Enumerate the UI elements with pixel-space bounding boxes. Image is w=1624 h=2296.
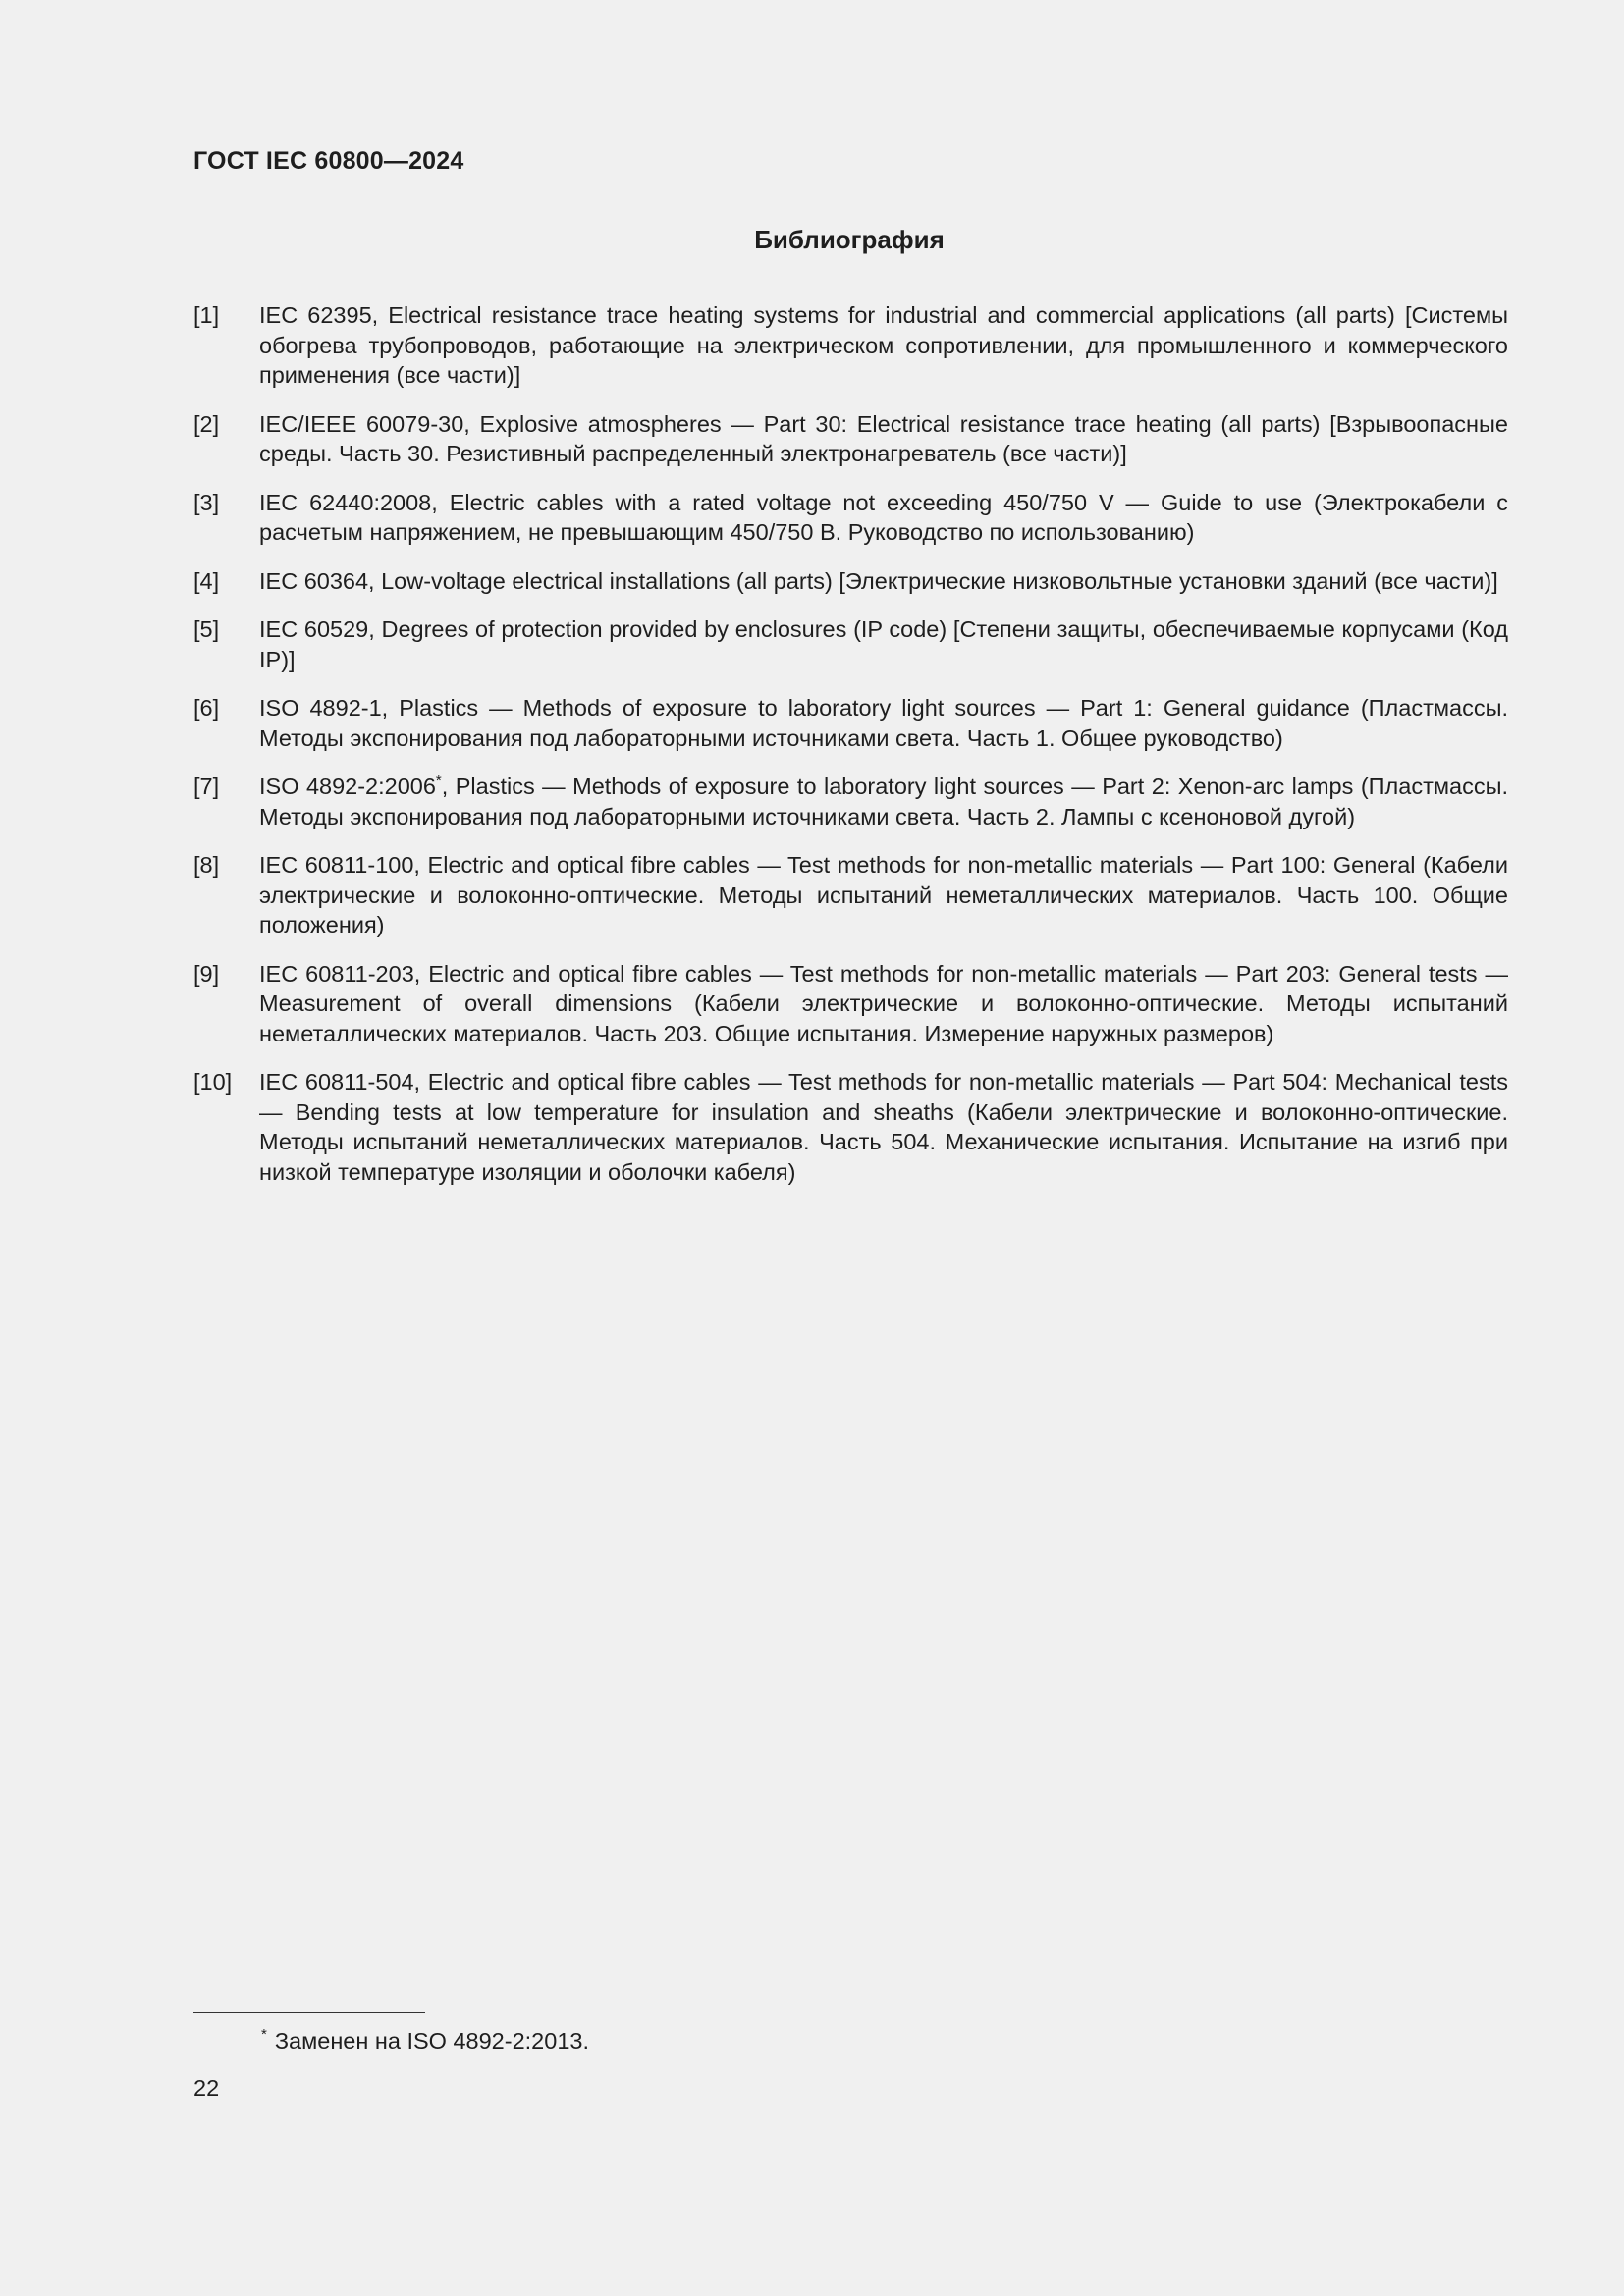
footnote-text: Заменен на ISO 4892-2:2013.: [274, 2028, 589, 2054]
entry-text: IEC 60811-100, Electric and optical fibre cables — Test methods for non-metallic materials — Part 100: General (Кабели электрические и волоконно-оптические. Методы испытаний неметаллических материалов. Часть 100. Общие положения): [259, 852, 1508, 937]
entry-text: IEC 60811-504, Electric and optical fibre cables — Test methods for non-metallic materials — Part 504: Mechanical tests — Bending tests at low temperature for insulation and sheaths (Кабели электрические и волоконно-оптические. Методы испытаний неметаллических материалов. Часть 504. Механические испытания. Испытание на изгиб при низкой температуре изоляции и оболочки кабеля): [259, 1069, 1508, 1185]
bibliography-entry: [193, 850, 1508, 940]
bibliography-entry: [193, 566, 1508, 597]
document-header: ГОСТ IEC 60800—2024: [193, 147, 464, 175]
entry-text: IEC 60364, Low-voltage electrical installations (all parts) [Электрические низковольтные установки зданий (все части)]: [259, 567, 1498, 594]
entry-text: IEC/IEEE 60079-30, Explosive atmospheres — Part 30: Electrical resistance trace heating (all parts) [Взрывоопасные среды. Часть 30. Резистивный распределенный электронагреватель (все части)]: [259, 410, 1508, 466]
entry-number: [2]: [193, 410, 220, 437]
entry-number: [3]: [193, 489, 220, 515]
footnote-divider: [193, 2012, 425, 2013]
entry-text: IEC 60529, Degrees of protection provided by enclosures (IP code) [Степени защиты, обеспечиваемые корпусами (Код IP)]: [259, 616, 1508, 672]
entry-number: [9]: [193, 960, 220, 987]
footnote: [261, 2026, 589, 2056]
entry-number: [7]: [193, 774, 220, 799]
entry-number: [4]: [193, 567, 220, 594]
page-number: 22: [193, 2075, 220, 2101]
entry-number: [6]: [193, 695, 220, 721]
entry-number: [1]: [193, 302, 220, 328]
bibliography-entry: [193, 300, 1508, 391]
bibliography-entry: [193, 1067, 1508, 1187]
bibliography-entry: [193, 959, 1508, 1049]
entry-number: [10]: [193, 1069, 233, 1095]
bibliography-entry: [193, 614, 1508, 674]
bibliography-entry: [193, 772, 1508, 831]
entry-text-rest: , Plastics — Methods of exposure to laboratory light sources — Part 2: Xenon-arc lamps (Пластмассы. Методы экспонирования под лабораторными источниками света. Часть 2. Лампы с ксеноновой дугой): [259, 774, 1508, 829]
entry-number: [8]: [193, 852, 220, 878]
bibliography-entry: [193, 488, 1508, 548]
footnote-mark: *: [261, 2026, 267, 2043]
section-title: Библиография: [754, 225, 945, 254]
entry-text: IEC 60811-203, Electric and optical fibre cables — Test methods for non-metallic materials — Part 203: General tests — Measurement of overall dimensions (Кабели электрические и волоконно-оптические. Методы испытаний неметаллических материалов. Часть 203. Общие испытания. Измерение наружных размеров): [259, 960, 1508, 1046]
entry-text: ISO 4892-1, Plastics — Methods of exposure to laboratory light sources — Part 1: General guidance (Пластмассы. Методы экспонирования под лабораторными источниками света. Часть 1. Общее руководство): [259, 695, 1508, 751]
footnote-reference-mark: *: [435, 773, 442, 789]
bibliography-list: [193, 300, 1508, 1205]
entry-text: IEC 62440:2008, Electric cables with a rated voltage not exceeding 450/750 V — Guide to use (Электрокабели с расчетым напряжением, не превышающим 450/750 В. Руководство по использованию): [259, 489, 1508, 545]
entry-text-reference: ISO 4892-2:2006: [259, 774, 436, 799]
entry-text: IEC 62395, Electrical resistance trace heating systems for industrial and commercial applications (all parts) [Системы обогрева трубопроводов, работающие на электрическом сопротивлении, для промышленного и коммерческого применения (все части)]: [259, 302, 1508, 388]
entry-text: [259, 772, 1508, 831]
entry-number: [5]: [193, 616, 220, 642]
bibliography-entry: [193, 409, 1508, 469]
bibliography-entry: [193, 693, 1508, 753]
